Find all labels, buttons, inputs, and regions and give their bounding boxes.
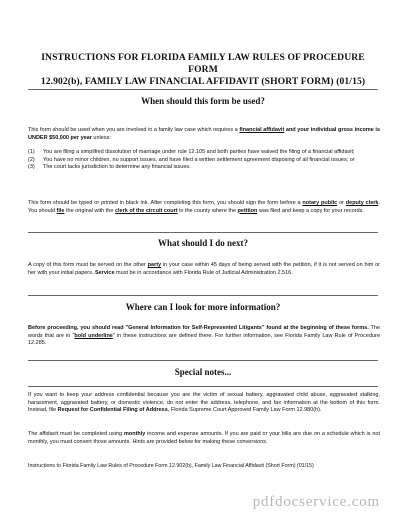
text-run: " in these instructions are defined there. For further information, see Florida Family Law Rule of Procedure 12.285. (28, 332, 381, 347)
list-item-text: The court lacks jurisdiction to determine any financial issues. (43, 164, 191, 171)
title-line-2: 12.902(b), FAMILY LAW FINANCIAL AFFIDAVIT (SHORT FORM) (01/15) (40, 76, 366, 87)
document-title (28, 52, 378, 88)
term-deputy-clerk: deputy clerk (345, 200, 379, 206)
section-divider (28, 89, 378, 90)
list-item (28, 164, 380, 172)
list-item (28, 157, 380, 165)
term-monthly: monthly (123, 431, 146, 437)
list-item-number: (2) (28, 156, 35, 163)
section-divider (28, 295, 378, 296)
text-run: If you want to keep your address confidential because you are the victim of sexual battery, aggravated child abuse, aggravated stalking, harassment, aggravated battery, or domestic violence, do not enter the address, telephone, and fax information at the bottom of this form. Instead, file (28, 392, 380, 414)
text-run: in your case within 45 days of being served with the petition, if it is not served on him or her with your initial papers. (28, 262, 381, 276)
term-financial-affidavit: financial affidavit (239, 127, 285, 133)
text-run: the original with the (64, 207, 115, 214)
section-divider (28, 232, 378, 233)
term-party: party (147, 262, 162, 268)
section-heading-more-info: Where can I look for more information? (125, 302, 281, 312)
page-footer: Instructions to Florida Family Law Rules of Procedure Form 12.902(b), Family Law Financial Affidavit (Short Form) (01/15) (28, 463, 314, 469)
text-run: was filed and keep a copy for your records. (257, 207, 364, 214)
text-run: A copy of this form must be served on the other (28, 262, 148, 268)
title-line-1: INSTRUCTIONS FOR FLORIDA FAMILY LAW RULES OF PROCEDURE FORM (41, 52, 365, 75)
term-bold-underline: bold underline (74, 332, 113, 339)
site-watermark: pdfdocservice.com (252, 494, 380, 510)
paragraph-when-used (28, 127, 380, 142)
term-file: file (56, 207, 65, 214)
paragraph-monthly-amounts (28, 431, 380, 446)
section-divider (28, 386, 378, 387)
paragraph-confidential-address (28, 392, 380, 415)
text-run: This form should be typed or printed in black ink. After completing this form, you should sign the form before a (28, 200, 303, 206)
text-run: . You should (28, 200, 381, 214)
read-general-information-text: Before proceeding, you should read "General Information for Self-Represented Litigants" found at the beginning of these forms. (28, 325, 369, 331)
text-run: , Florida Supreme Court Approved Family Law Form 12.980(h). (167, 407, 322, 414)
section-divider (28, 360, 378, 361)
section-heading-when-used: When should this form be used? (141, 96, 265, 106)
list-item-text: You are filing a simplified dissolution of marriage under rule 12.105 and both parties have waived the filing of a financial affidavit; (43, 149, 355, 155)
term-service: Service (94, 269, 115, 276)
text-run: income and expense amounts. If you are paid or your bills are due on a schedule which is not monthly, you must convert those amounts. Hints are provided below for making these conversions. (28, 431, 380, 445)
text-run: or (337, 200, 346, 206)
exceptions-list (28, 149, 380, 172)
text-run: The words that are in " (28, 325, 381, 339)
term-clerk-of-circuit-court: clerk of the circuit court (114, 207, 178, 214)
section-heading-what-next: What should I do next? (157, 238, 249, 248)
text-run: must be in accordance with Florida Rule of Judicial Administration 2.516. (114, 269, 293, 276)
list-item-number: (1) (28, 149, 35, 155)
paragraph-more-info (28, 325, 380, 348)
term-notary-public: notary public (302, 200, 338, 206)
term-petition: petition (237, 207, 258, 214)
paragraph-what-next (28, 262, 380, 277)
paragraph-signing (28, 200, 380, 215)
text-run: The affidavit must be completed using (28, 431, 124, 437)
list-item-text: You have no minor children, no support issues, and have filed a written settlement agreement disposing of all financial issues; or (43, 156, 355, 163)
section-heading-special-notes: Special notes... (174, 367, 232, 377)
list-item (28, 149, 380, 157)
text-run: in the county where the (177, 207, 238, 214)
text-run: unless: (91, 134, 111, 141)
text-run: This form should be used when you are involved in a family law case which requires a (28, 127, 240, 133)
request-confidential-filing-text: Request for Confidential Filing of Address (57, 407, 168, 414)
income-threshold-text: and your individual gross income is UNDER $50,000 per year (28, 127, 381, 141)
list-item-number: (3) (28, 164, 35, 171)
